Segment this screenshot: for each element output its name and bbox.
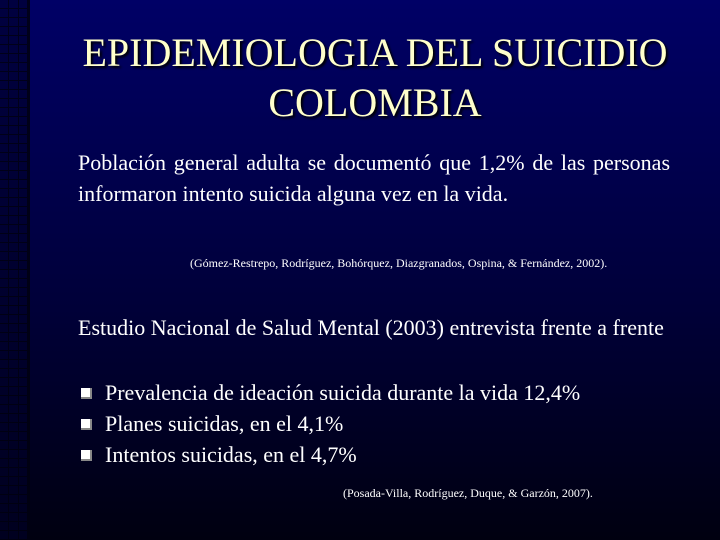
bullet-list bbox=[78, 377, 678, 470]
citation-gomez-restrepo: (Gómez-Restrepo, Rodríguez, Bohórquez, Diazgranados, Ospina, & Fernández, 2002). bbox=[190, 256, 608, 270]
square-bullet-icon bbox=[81, 450, 92, 461]
paragraph-national-study: Estudio Nacional de Salud Mental (2003) entrevista frente a frente bbox=[78, 315, 664, 340]
title-line-1: EPIDEMIOLOGIA DEL SUICIDIO bbox=[82, 30, 668, 75]
bullet-item bbox=[78, 439, 678, 470]
decorative-side-stripe bbox=[0, 0, 30, 540]
square-bullet-icon bbox=[81, 388, 92, 399]
bullet-item bbox=[78, 408, 678, 439]
bullet-text: Planes suicidas, en el 4,1% bbox=[105, 411, 344, 436]
bullet-item bbox=[78, 377, 678, 408]
bullet-text: Intentos suicidas, en el 4,7% bbox=[105, 442, 357, 467]
bullet-text: Prevalencia de ideación suicida durante la vida 12,4% bbox=[105, 380, 581, 405]
square-bullet-icon bbox=[81, 419, 92, 430]
title-line-2: COLOMBIA bbox=[268, 80, 482, 125]
citation-posada-villa: (Posada-Villa, Rodríguez, Duque, & Garzón, 2007). bbox=[343, 486, 593, 500]
paragraph-adult-population: Población general adulta se documentó que 1,2% de las personas informaron intento suicida alguna vez en la vida. bbox=[78, 150, 670, 206]
slide-title bbox=[30, 28, 720, 128]
